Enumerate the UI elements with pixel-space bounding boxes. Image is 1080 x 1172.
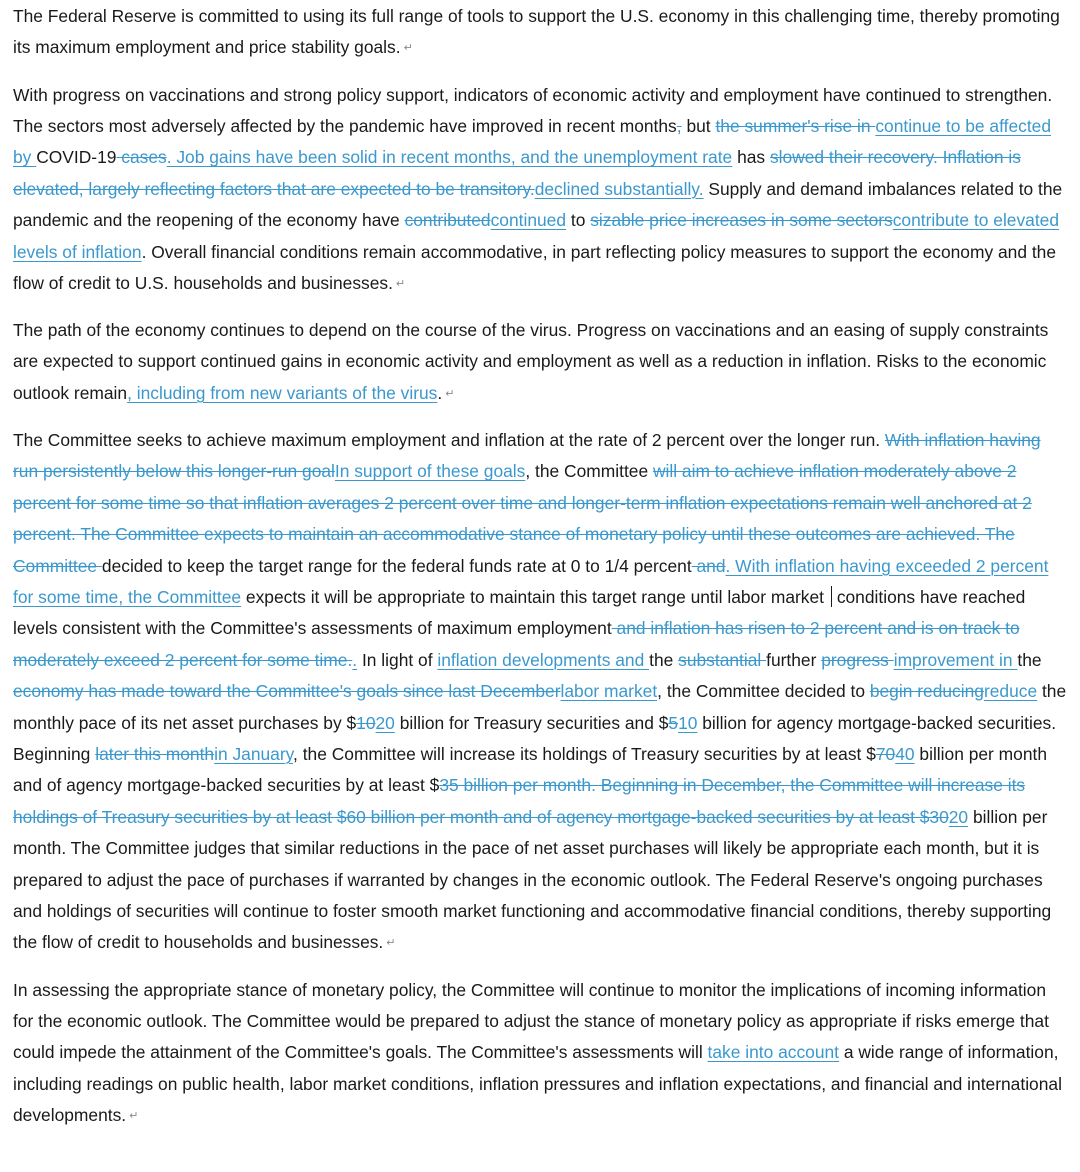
- inserted-text: . With inflation having exceeded 2 percent for some time, the Committee: [13, 555, 1049, 608]
- deleted-text: cases: [116, 147, 167, 168]
- text-run: expects it will be appropriate to maintain this target range until labor market: [241, 587, 824, 608]
- inserted-text: labor market: [560, 681, 658, 702]
- deleted-text: economy has made toward the Committee's goals since last December: [13, 681, 561, 702]
- deleted-text: With inflation having run persistently below this longer-run goal: [13, 429, 1041, 482]
- deleted-text: later this month: [95, 744, 215, 765]
- text-run: , the Committee will increase its holdings of Treasury securities by at least $: [293, 744, 876, 765]
- inserted-text: . Job gains have been solid in recent months, and the unemployment rate: [166, 147, 733, 168]
- inserted-text: declined substantially.: [534, 178, 704, 199]
- text-run: The Committee seeks to achieve maximum employment and inflation at the rate of 2 percent over the longer run.: [13, 429, 885, 450]
- text-run: to: [566, 210, 591, 231]
- text-run: further: [766, 649, 822, 670]
- deleted-text: ,: [676, 115, 682, 136]
- deleted-text: substantial: [678, 649, 767, 670]
- text-run: The path of the economy continues to depend on the course of the virus. Progress on vaccinations and an easing of supply constraints are expected to support continued gains in economic activity and employment as well as a reduction in inflation. Risks to the economic outlook remain: [13, 320, 1049, 403]
- paragraph[interactable]: [13, 315, 1068, 410]
- text-run: the: [1017, 649, 1042, 670]
- deleted-text: sizable price increases in some sectors: [590, 210, 893, 231]
- text-run: .: [437, 382, 443, 403]
- paragraph[interactable]: [13, 80, 1068, 301]
- text-run: a wide range of information, including readings on public health, labor market conditions, inflation pressures and inflation expectations, and financial and international developments.: [13, 1042, 1062, 1126]
- inserted-text: inflation developments and: [437, 649, 650, 670]
- deleted-text: contributed: [404, 210, 491, 231]
- paragraph[interactable]: [13, 975, 1068, 1133]
- text-run: decided to keep the target range for the federal funds rate at 0 to 1/4 percent: [101, 555, 692, 576]
- inserted-text: reduce: [983, 681, 1038, 702]
- text-run: . Overall financial conditions remain accommodative, in part reflecting policy measures to support the economy and the flow of credit to U.S. households and businesses.: [13, 241, 1057, 293]
- paragraph-mark-icon: ↵: [386, 937, 396, 950]
- paragraph-mark-icon: ↵: [403, 42, 413, 55]
- deleted-text: slowed their recovery. Inflation is elevated, largely reflecting factors that are expected to be transitory.: [13, 147, 1021, 199]
- inserted-text: contribute to elevated levels of inflation: [13, 210, 1060, 262]
- text-run: The Federal Reserve is committed to using its full range of tools to support the U.S. economy in this challenging time, thereby promoting its maximum employment and price stability goals.: [13, 6, 1060, 58]
- deleted-text: progress: [821, 649, 894, 670]
- deleted-text: 35 billion per month. Beginning in December, the Committee will increase its holdings of Treasury securities by at least $60 billion per month and of agency mortgage-backed securities by at least $30: [13, 775, 1026, 827]
- text-run: Supply and demand imbalances related to the pandemic and the reopening of the economy have: [13, 178, 1063, 231]
- inserted-text: In support of these goals: [334, 461, 526, 482]
- inserted-text: , including from new variants of the virus: [127, 382, 438, 403]
- inserted-text: continue to be affected by: [13, 115, 1051, 168]
- text-run: COVID-19: [36, 147, 117, 168]
- text-run: , the Committee: [525, 461, 653, 482]
- text-run: conditions have reached levels consistent with the Committee's assessments of maximum employment: [13, 587, 1026, 639]
- text-run: , the Committee decided to: [657, 681, 870, 702]
- text-run: With progress on vaccinations and strong policy support, indicators of economic activity and employment have continued to strengthen. The sectors most adversely affected by the pandemic have improved in recent months: [13, 84, 1053, 136]
- deleted-text: and: [691, 555, 726, 576]
- text-run: billion per month and of agency mortgage-backed securities by at least $: [13, 744, 1048, 796]
- deleted-text: begin reducing: [869, 681, 984, 702]
- deleted-text: 5: [668, 712, 679, 733]
- text-run: billion for agency mortgage-backed securities. Beginning: [13, 712, 1057, 765]
- paragraph-mark-icon: ↵: [445, 387, 455, 400]
- inserted-text: .: [352, 649, 358, 670]
- paragraph-mark-icon: ↵: [129, 1109, 139, 1122]
- deleted-text: 70: [875, 744, 896, 765]
- deleted-text: the summer's rise in: [715, 115, 876, 136]
- paragraph[interactable]: [13, 425, 1068, 960]
- deleted-text: 10: [356, 712, 376, 733]
- inserted-text: 20: [375, 712, 395, 733]
- paragraph-mark-icon: ↵: [395, 277, 406, 290]
- text-run: billion per month. The Committee judges that similar reductions in the pace of net asset purchases will likely be appropriate each month, but it is prepared to adjust the pace of purchases if warranted by changes in the economic outlook. The Federal Reserve's ongoing purchases and holdings of securities will continue to foster smooth market functioning and accommodative financial conditions, thereby supporting the flow of credit to households and businesses.: [13, 806, 1052, 953]
- text-run: In light of: [357, 649, 438, 670]
- inserted-text: improvement in: [893, 649, 1018, 670]
- deleted-text: will aim to achieve inflation moderately above 2 percent for some time so that inflation averages 2 percent over time and longer-term inflation expectations remain well anchored at 2 percent. The Committee expects to maintain an accommodative stance of monetary policy until these outcomes are achieved. The Committee: [13, 461, 1032, 576]
- inserted-text: in January: [214, 744, 294, 765]
- inserted-text: 20: [948, 806, 969, 827]
- inserted-text: 40: [895, 744, 915, 765]
- text-run: the monthly pace of its net asset purchases by $: [13, 681, 1067, 733]
- text-run: billion for Treasury securities and $: [394, 712, 669, 733]
- text-run: but: [681, 115, 716, 136]
- inserted-text: continued: [490, 210, 567, 231]
- deleted-text: and inflation has risen to 2 percent and is on track to moderately exceed 2 percent for some time.: [13, 618, 1020, 670]
- inserted-text: 10: [678, 712, 698, 733]
- paragraph[interactable]: [13, 1, 1068, 65]
- text-run: In assessing the appropriate stance of monetary policy, the Committee will continue to monitor the implications of incoming information for the economic outlook. The Committee would be prepared to adjust the stance of monetary policy as appropriate if risks emerge that could impede the attainment of the Committee's goals. The Committee's assessments will: [13, 979, 1049, 1063]
- text-run: has: [732, 147, 770, 168]
- text-run: the: [649, 649, 679, 670]
- inserted-text: take into account: [707, 1042, 840, 1063]
